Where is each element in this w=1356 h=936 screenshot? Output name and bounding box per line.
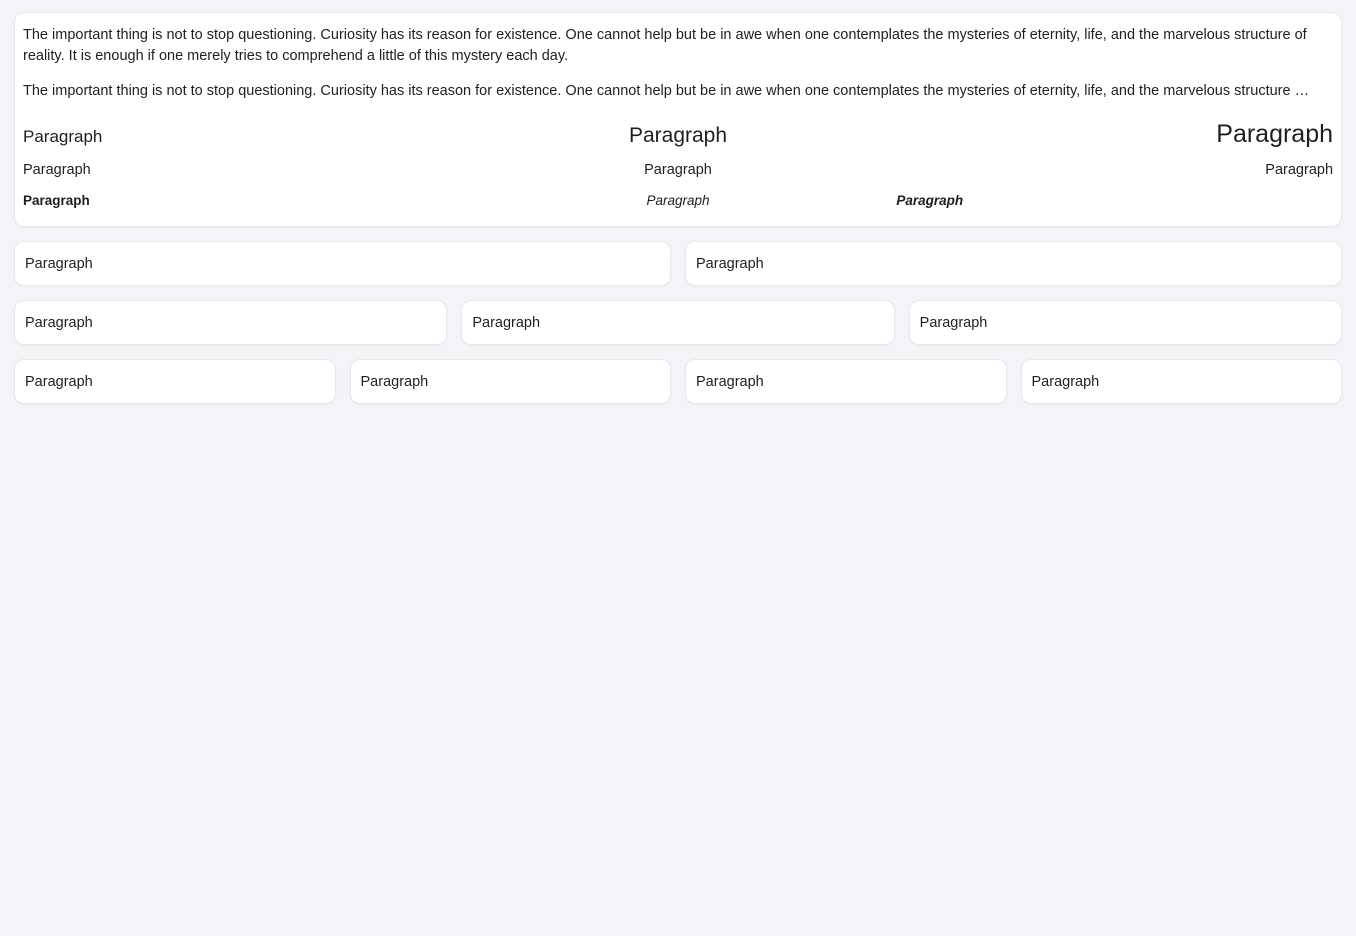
grid-row-four-columns — [14, 359, 1342, 404]
grid-row-two-columns — [14, 241, 1342, 286]
paragraph-size-medium: Paragraph — [23, 127, 103, 146]
grid-cell: Paragraph — [461, 300, 894, 345]
paragraph-bold: Paragraph — [23, 193, 90, 208]
grid-cell: Paragraph — [909, 300, 1342, 345]
grid-cell: Paragraph — [14, 300, 447, 345]
paragraph-italic: Paragraph — [646, 193, 710, 208]
font-size-row — [15, 118, 1341, 150]
paragraph-truncated-text: The important thing is not to stop questioning. Curiosity has its reason for existence. One cannot help but be in awe when one contemplates the mysteries of eternity, life, and the marvelous structure … — [23, 83, 1310, 99]
paragraph-full-text: The important thing is not to stop questioning. Curiosity has its reason for existence. One cannot help but be in awe when one contemplates the mysteries of eternity, life, and the marvelous structure of reality. It is enough if one merely tries to comprehend a little of this mystery each day. — [23, 27, 1307, 64]
paragraph-size-extra-large: Paragraph — [1216, 120, 1334, 148]
paragraph-align-right: Paragraph — [1265, 162, 1334, 178]
grid-cell: Paragraph — [14, 359, 336, 404]
paragraph-size-large: Paragraph — [628, 124, 728, 147]
paragraph-bold-italic: Paragraph — [896, 193, 964, 208]
page-empty-area — [14, 404, 1342, 904]
grid-cell: Paragraph — [350, 359, 672, 404]
grid-cell: Paragraph — [685, 359, 1007, 404]
paragraph-align-left: Paragraph — [23, 162, 91, 178]
font-style-row — [15, 192, 1341, 210]
font-alignment-row — [15, 160, 1341, 180]
grid-cell: Paragraph — [14, 241, 671, 286]
grid-cell: Paragraph — [685, 241, 1342, 286]
paragraph-align-center: Paragraph — [644, 162, 712, 178]
grid-cell: Paragraph — [1021, 359, 1343, 404]
grid-row-three-columns — [14, 300, 1342, 345]
typography-card — [14, 12, 1342, 227]
